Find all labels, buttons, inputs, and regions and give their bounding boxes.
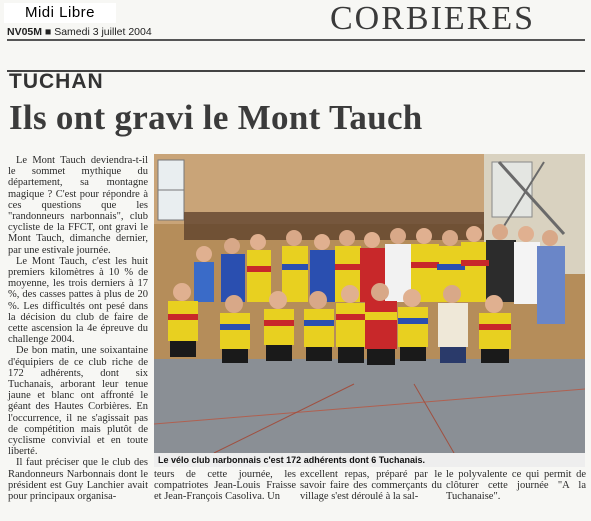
article-column-1 xyxy=(8,155,148,502)
paragraph: excellent repas, préparé par le savoir faire des commerçants du village s'est déroulé à la sal- xyxy=(300,469,442,503)
article-headline: Ils ont gravi le Mont Tauch xyxy=(9,98,423,137)
edition-line xyxy=(7,26,152,38)
newspaper-logo: Midi Libre xyxy=(4,3,116,23)
paragraph: le polyvalente ce qui permit de clôturer cette journée "A la Tuchanaise". xyxy=(446,469,586,503)
paragraph: teurs de cette journée, les compatriotes Jean-Louis Fraisse et Jean-François Casoliva. Un xyxy=(154,469,296,503)
photo-caption: Le vélo club narbonnais c'est 172 adhérents dont 6 Tuchanais. xyxy=(154,453,585,467)
edition-date: Samedi 3 juillet 2004 xyxy=(54,26,152,38)
article-kicker: TUCHAN xyxy=(9,70,104,93)
article-column-2 xyxy=(154,469,296,503)
group-photo xyxy=(154,154,585,453)
masthead-rule xyxy=(7,39,585,41)
cyclists-group-photo xyxy=(154,154,585,453)
edition-code: NV05M xyxy=(7,26,43,38)
square-bullet-icon: ■ xyxy=(44,26,52,38)
paragraph: Le Mont Tauch deviendra-t-il le sommet mythique du département, sa montagne magique ? C'est pour répondre à ces questions que les "randonneurs narbonnais", club cycliste de la FFCT, ont gravi le Mont Tauch, dimanche dernier, par une estivale journée. xyxy=(8,155,148,256)
paragraph: De bon matin, une soixantaine d'équipiers de ce club riche de 172 adhérents, dont six Tuchanais, arborant leur tenue jaune et blanc ont affronté le géant des Hautes Corbières. En l'occurrence, il ne s'agissait pas de compétition mais plutôt de cyclisme convivial et en toute liberté. xyxy=(8,345,148,458)
paragraph: Il faut préciser que le club des Randonneurs Narbonnais dont le président est Guy Lanchier avait pour principaux organisa- xyxy=(8,457,148,503)
section-title: CORBIERES xyxy=(330,0,536,37)
paragraph: Le Mont Tauch, c'est les huit premiers kilomètres à 10 % de moyenne, les trois derniers à 17 %, des casses pattes à plus de 20 %. Les difficultés ont pesé dans la décision du club de faire de cette ascension la 4e épreuve du challenge 2004. xyxy=(8,255,148,346)
article-column-4 xyxy=(446,469,586,503)
article-column-3 xyxy=(300,469,442,503)
